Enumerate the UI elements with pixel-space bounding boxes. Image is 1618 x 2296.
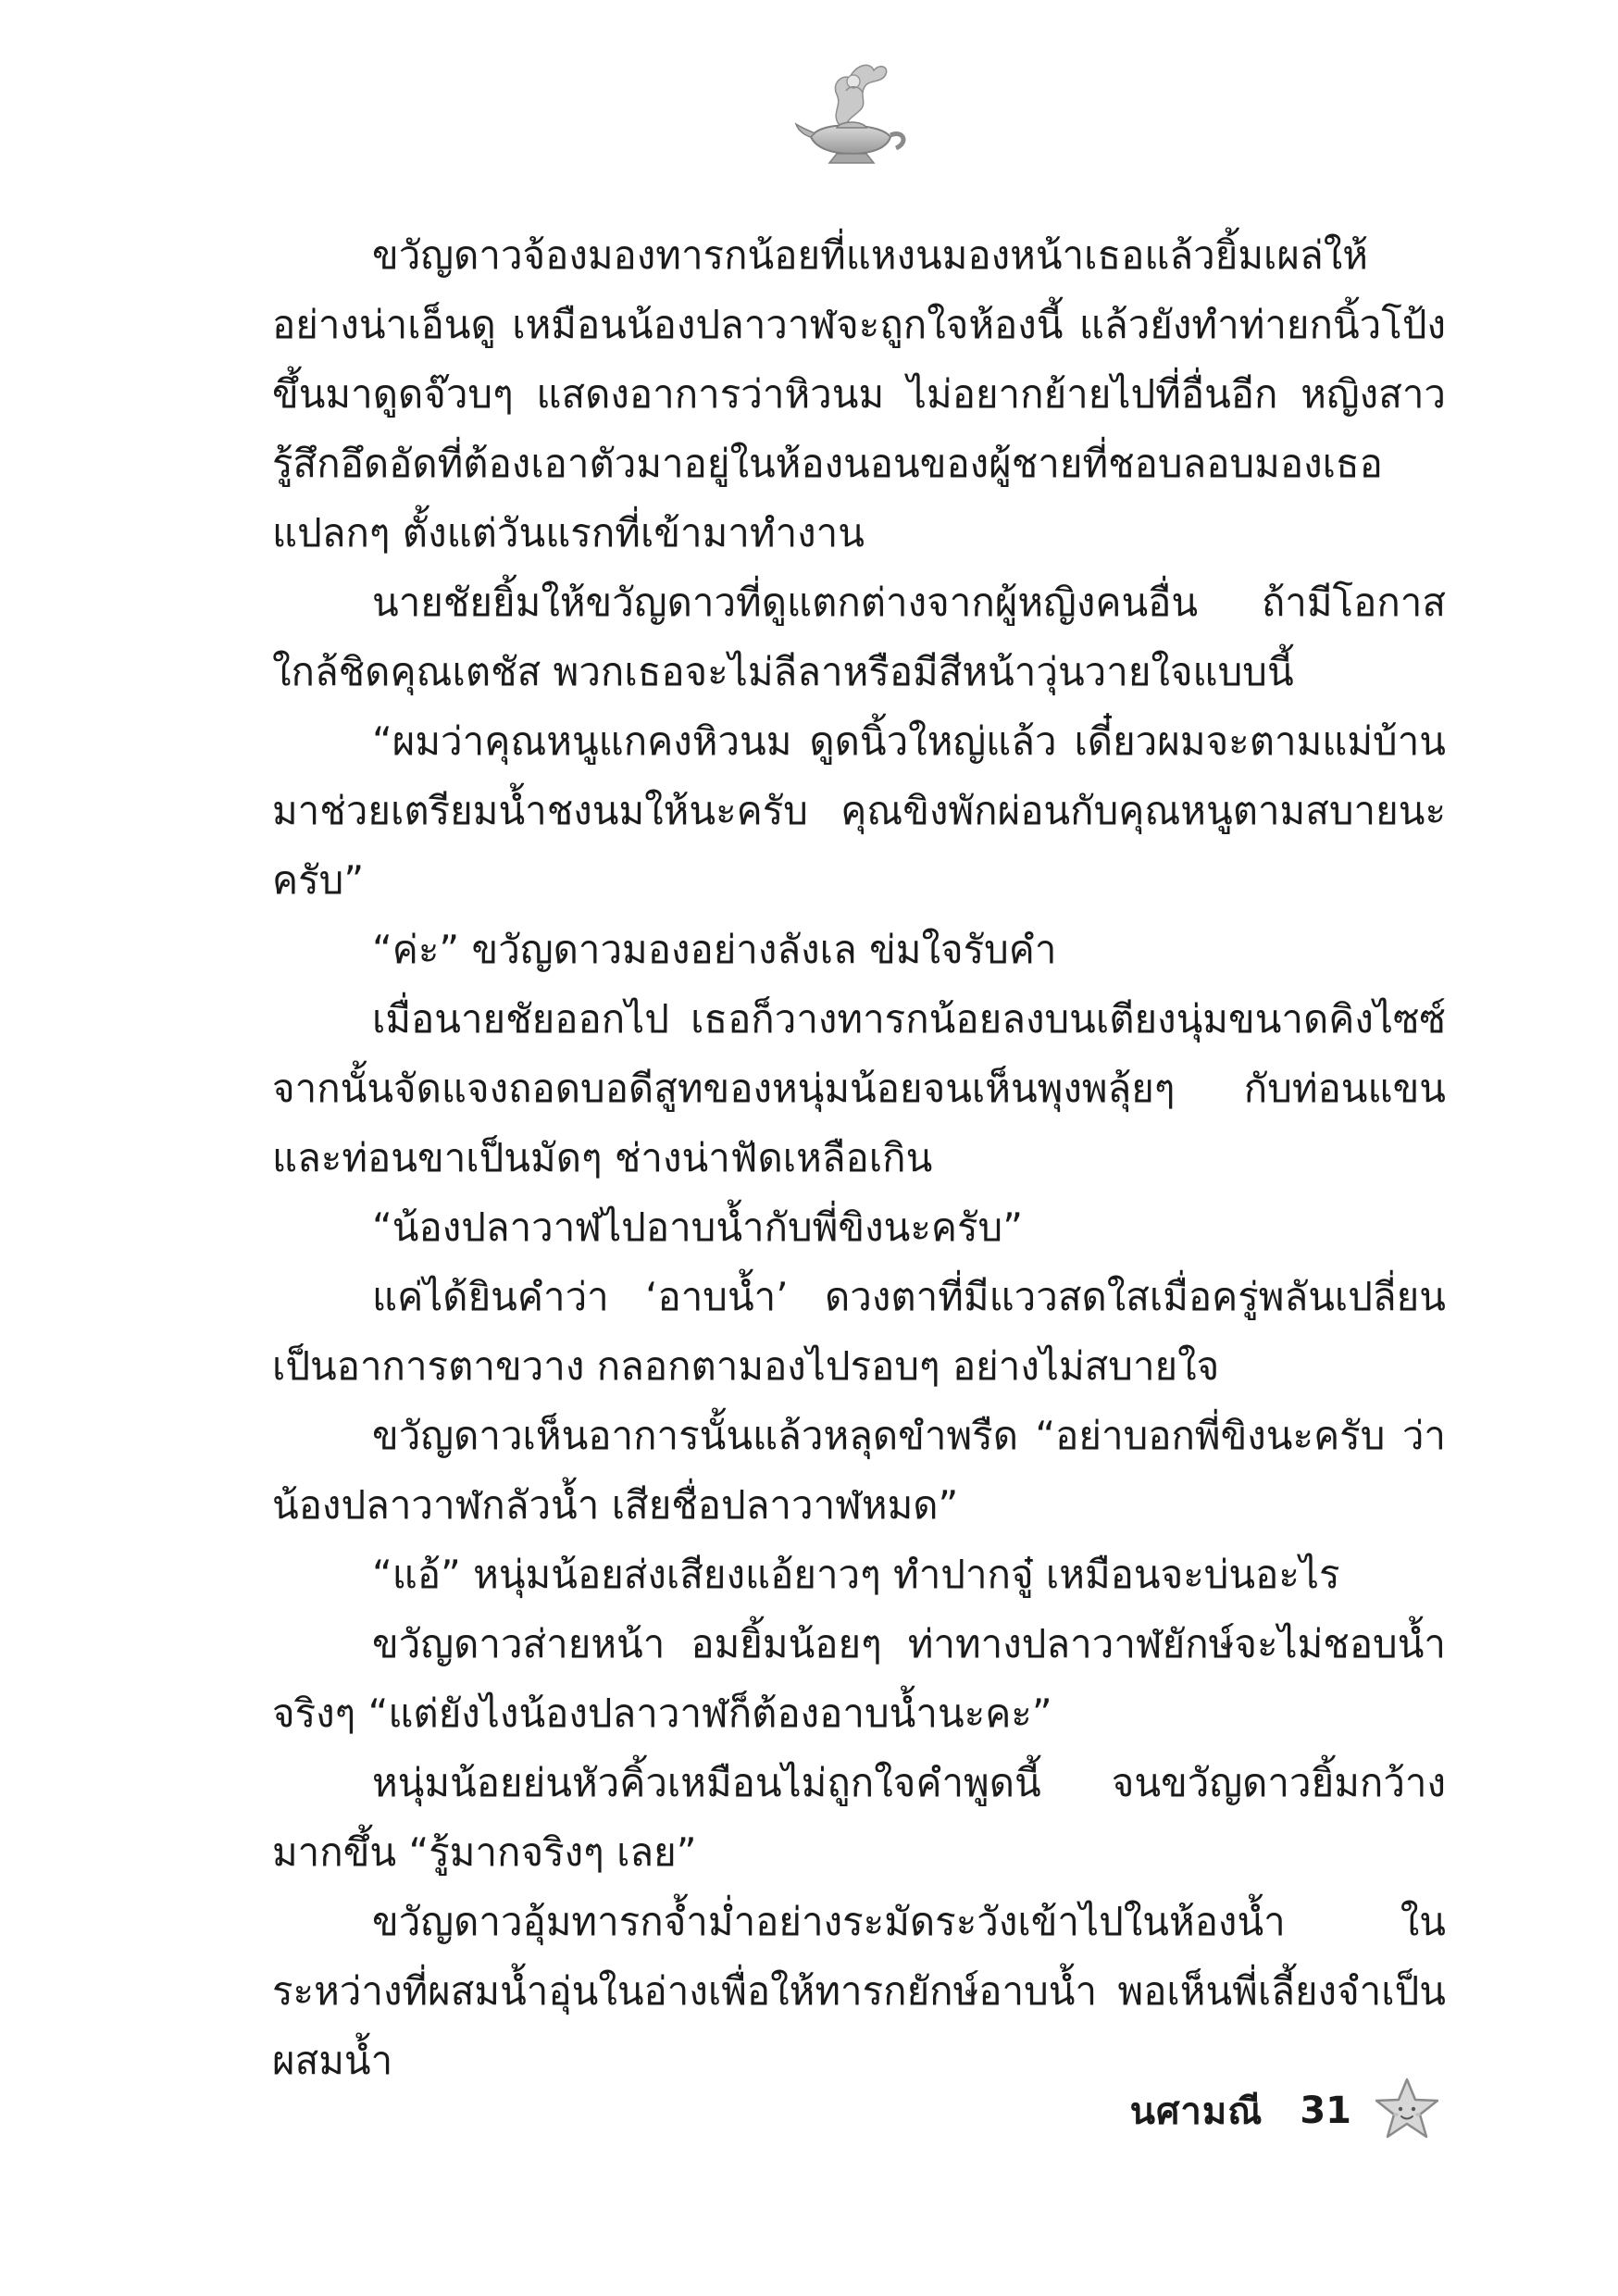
page-number: 31 [1300, 2090, 1351, 2132]
paragraph: ขวัญดาวอุ้มทารกจ้ำม่ำอย่างระมัดระวังเข้าไปในห้องน้ำ ในระหว่างที่ผสมน้ำอุ่นในอ่างเพื่อให้ทารกยักษ์อาบน้ำ พอเห็นพี่เลี้ยงจำเป็นผสมน้ำ [272, 1899, 1446, 2083]
smiling-star-icon [1370, 2074, 1444, 2148]
paragraph: แค่ได้ยินคำว่า ‘อาบน้ำ’ ดวงตาที่มีแววสดใสเมื่อครู่พลันเปลี่ยนเป็นอาการตาขวาง กลอกตามองไปรอบๆ อย่างไม่สบายใจ [272, 1274, 1446, 1389]
paragraph: “ค่ะ” ขวัญดาวมองอย่างลังเล ข่มใจรับคำ [372, 927, 1057, 972]
paragraph: “น้องปลาวาฬไปอาบน้ำกับพี่ขิงนะครับ” [372, 1204, 1023, 1250]
paragraph: “ผมว่าคุณหนูแกคงหิวนม ดูดนิ้วใหญ่แล้ว เดี๋ยวผมจะตามแม่บ้านมาช่วยเตรียมน้ำชงนมให้นะครับ คุณขิงพักผ่อนกับคุณหนูตามสบายนะครับ” [272, 718, 1446, 903]
paragraph: เมื่อนายชัยออกไป เธอก็วางทารกน้อยลงบนเตียงนุ่มขนาดคิงไซซ์ จากนั้นจัดแจงถอดบอดีสูทของหนุ่มน้อยจนเห็นพุงพลุ้ยๆ กับท่อนแขนและท่อนขาเป็นมัดๆ ช่างน่าฟัดเหลือเกิน [272, 996, 1446, 1180]
paragraph: ขวัญดาวจ้องมองทารกน้อยที่แหงนมองหน้าเธอแล้วยิ้มเผล่ให้อย่างน่าเอ็นดู เหมือนน้องปลาวาฬจะถูกใจห้องนี้ แล้วยังทำท่ายกนิ้วโป้งขึ้นมาดูดจ๊วบๆ แสดงอาการว่าหิวนม ไม่อยากย้ายไปที่อื่นอีก หญิงสาวรู้สึกอึดอัดที่ต้องเอาตัวมาอยู่ในห้องนอนของผู้ชายที่ชอบลอบมองเธอแปลกๆ ตั้งแต่วันแรกที่เข้ามาทำงาน [272, 232, 1446, 555]
page-footer [1130, 2074, 1444, 2148]
paragraph: “แอ้” หนุ่มน้อยส่งเสียงแอ้ยาวๆ ทำปากจู๋ เหมือนจะบ่นอะไร [372, 1552, 1340, 1597]
genie-lamp-icon [794, 57, 915, 168]
page-body-text [272, 220, 1446, 2095]
paragraph: หนุ่มน้อยย่นหัวคิ้วเหมือนไม่ถูกใจคำพูดนี้ จนขวัญดาวยิ้มกว้างมากขึ้น “รู้มากจริงๆ เลย” [272, 1760, 1446, 1875]
book-title: นศามณี [1129, 2090, 1263, 2133]
paragraph: ขวัญดาวเห็นอาการนั้นแล้วหลุดขำพรืด “อย่าบอกพี่ขิงนะครับ ว่าน้องปลาวาฬกลัวน้ำ เสียชื่อปลาวาฬหมด” [272, 1413, 1446, 1528]
paragraph: ขวัญดาวส่ายหน้า อมยิ้มน้อยๆ ท่าทางปลาวาฬยักษ์จะไม่ชอบน้ำจริงๆ “แต่ยังไงน้องปลาวาฬก็ต้องอาบน้ำนะคะ” [272, 1621, 1446, 1736]
paragraph: นายชัยยิ้มให้ขวัญดาวที่ดูแตกต่างจากผู้หญิงคนอื่น ถ้ามีโอกาสใกล้ชิดคุณเตชัส พวกเธอจะไม่ลีลาหรือมีสีหน้าวุ่นวายใจแบบนี้ [272, 580, 1446, 694]
